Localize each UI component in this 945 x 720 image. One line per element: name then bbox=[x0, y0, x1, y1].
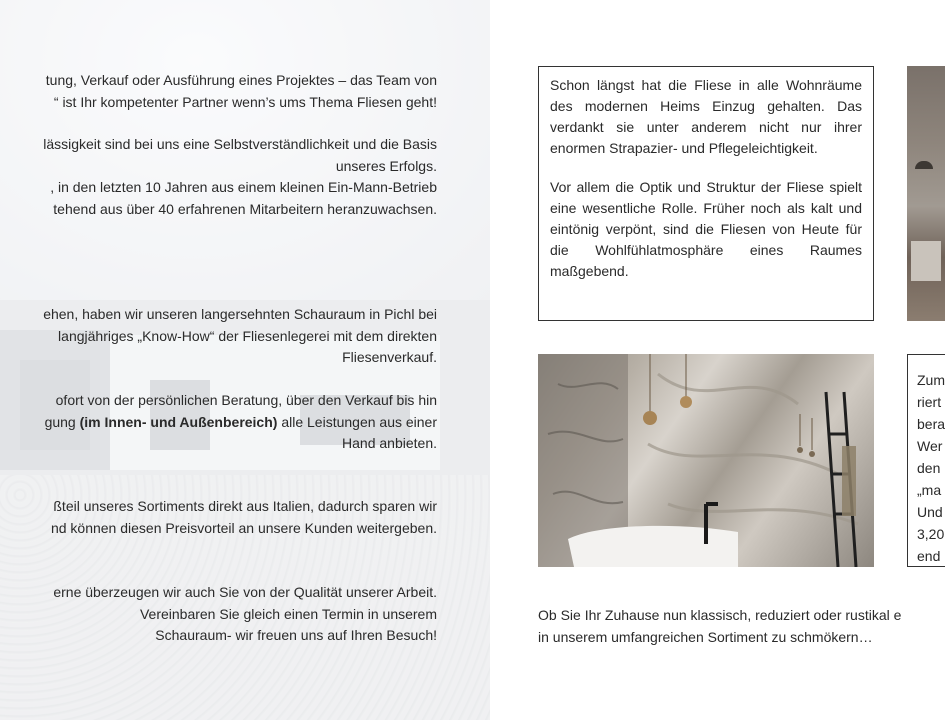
text-line: lässigkeit sind bei uns eine Selbstverständlichkeit und die Basis bbox=[43, 136, 437, 152]
text-line: Hand anbieten. bbox=[342, 435, 437, 451]
lamp-shape bbox=[915, 161, 933, 169]
text-line: bera bbox=[917, 416, 945, 432]
text-line: „ma bbox=[917, 482, 942, 498]
text-segment: gung bbox=[44, 413, 80, 430]
left-paragraph-2 bbox=[0, 134, 437, 220]
text-line: ßteil unseres Sortiments direkt aus Italien, dadurch sparen wir bbox=[53, 498, 437, 514]
footer-paragraph bbox=[538, 604, 945, 648]
box-paragraph-2: Vor allem die Optik und Struktur der Fliese spielt eine wesentliche Rolle. Früher noch als kalt und eintönig verpönt, sind die Fliesen von Heute für die Wohlfühlatmosphäre eines Raumes maßgebend. bbox=[550, 179, 862, 279]
text-segment: alle Leistungen aus einer bbox=[277, 413, 437, 430]
text-line: tung, Verkauf oder Ausführung eines Projektes – das Team von bbox=[45, 72, 437, 88]
chair-shape bbox=[911, 241, 941, 281]
text-line: “ ist Ihr kompetenter Partner wenn’s ums Thema Fliesen geht! bbox=[53, 93, 437, 110]
box-paragraph-1: Schon längst hat die Fliese in alle Wohnräume des modernen Heims Einzug gehalten. Das verdankt sie unter anderem nicht nur ihrer enormen Strapazier- und Pflegeleichtigkeit. bbox=[550, 77, 862, 156]
text-box-tiles-intro bbox=[538, 66, 874, 321]
living-room-photo bbox=[907, 66, 945, 321]
text-line: langjähriges „Know-How“ der Fliesenlegerei mit dem direkten bbox=[58, 327, 437, 344]
text-box-partial bbox=[907, 354, 945, 567]
text-line: Wer bbox=[917, 438, 943, 454]
text-line: 3,20 bbox=[917, 526, 945, 542]
text-line: Und bbox=[917, 504, 943, 520]
text-line: Vereinbaren Sie gleich einen Termin in unserem bbox=[139, 605, 437, 622]
left-paragraph-4 bbox=[0, 390, 437, 455]
text-line: den bbox=[917, 460, 941, 476]
text-line: erne überzeugen wir auch Sie von der Qualität unserer Arbeit. bbox=[53, 584, 437, 600]
text-line: Schauraum- wir freuen uns auf Ihren Besuch! bbox=[155, 627, 437, 643]
text-line: Ob Sie Ihr Zuhause nun klassisch, reduziert oder rustikal e bbox=[538, 607, 902, 623]
left-paragraph-1 bbox=[0, 70, 437, 113]
text-line: ehen, haben wir unseren langersehnten Schauraum in Pichl bei bbox=[43, 306, 437, 322]
bathroom-illustration bbox=[538, 354, 874, 567]
bathroom-photo bbox=[538, 354, 874, 567]
text-line: , in den letzten 10 Jahren aus einem kleinen Ein-Mann-Betrieb bbox=[50, 179, 437, 195]
text-line-mixed bbox=[0, 412, 437, 434]
left-paragraph-5 bbox=[0, 496, 437, 539]
text-line: end bbox=[917, 548, 941, 564]
text-line: Fliesenverkauf. bbox=[342, 349, 437, 365]
text-line: nd können diesen Preisvorteil an unsere Kunden weitergeben. bbox=[50, 519, 437, 536]
text-bold-segment: (im Innen- und Außenbereich) bbox=[79, 413, 278, 430]
text-line: Zum bbox=[917, 372, 945, 388]
text-line: riert bbox=[917, 394, 942, 410]
text-line: in unserem umfangreichen Sortiment zu schmökern… bbox=[538, 629, 873, 645]
text-line: unseres Erfolgs. bbox=[335, 157, 437, 174]
left-paragraph-3 bbox=[0, 304, 437, 369]
text-line: ofort von der persönlichen Beratung, über den Verkauf bis hin bbox=[55, 392, 437, 408]
left-paragraph-6 bbox=[0, 582, 437, 647]
text-line: tehend aus über 40 erfahrenen Mitarbeitern heranzuwachsen. bbox=[53, 200, 437, 217]
